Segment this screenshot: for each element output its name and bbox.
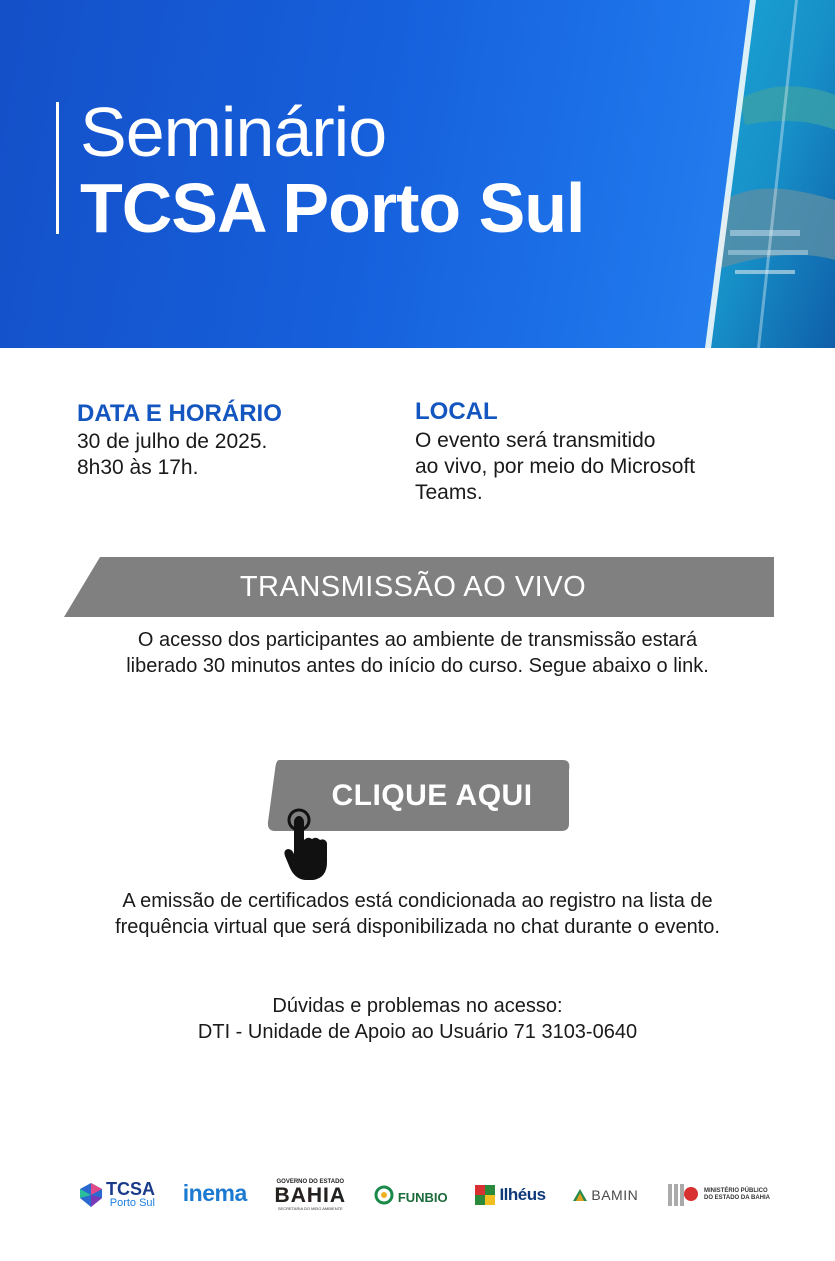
event-time: 8h30 às 17h.: [77, 456, 199, 479]
ministerio-publico-logo: MINISTÉRIO PÚBLICO DO ESTADO DA BAHIA: [666, 1182, 770, 1208]
location-line: ao vivo, por meio do Microsoft: [415, 455, 696, 478]
support-heading: Dúvidas e problemas no acesso:: [272, 995, 563, 1017]
support-info: [0, 993, 835, 1045]
banner-title: TRANSMISSÃO AO VIVO: [239, 570, 587, 603]
bamin-logo: BAMIN: [573, 1187, 638, 1203]
schedule-details: [77, 429, 267, 481]
mp-emblem-icon: [666, 1182, 700, 1208]
inema-logo: inema: [182, 1180, 247, 1206]
access-note: [0, 627, 835, 679]
bamin-triangle-icon: [573, 1189, 587, 1201]
partner-logos: [80, 1175, 770, 1215]
support-contact: DTI - Unidade de Apoio ao Usuário 71 3103-0640: [197, 1021, 638, 1043]
event-title: TCSA Porto Sul: [80, 169, 585, 247]
event-date: 30 de julho de 2025.: [77, 430, 268, 453]
funbio-logo: FUNBIO: [374, 1185, 448, 1205]
click-here-label: CLIQUE AQUI: [331, 778, 533, 812]
event-title-prefix: Seminário: [80, 93, 387, 171]
live-broadcast-banner: [64, 557, 774, 617]
schedule-heading: DATA E HORÁRIO: [77, 400, 282, 427]
hero-banner: [0, 0, 835, 348]
certificate-note-line: frequência virtual que será disponibilizada no chat durante o evento.: [115, 916, 720, 938]
certificate-note: [0, 888, 835, 940]
port-aerial-photo: [700, 0, 835, 348]
pointing-hand-icon: [280, 806, 332, 882]
access-note-line: O acesso dos participantes ao ambiente de transmissão estará: [137, 629, 698, 651]
location-line: Teams.: [415, 481, 483, 504]
location-details: [415, 428, 695, 506]
location-heading: LOCAL: [415, 398, 498, 425]
tcsa-emblem-icon: [80, 1183, 102, 1207]
access-note-line: liberado 30 minutos antes do início do curso. Segue abaixo o link.: [126, 655, 709, 677]
tcsa-porto-sul-logo: TCSA Porto Sul: [80, 1181, 155, 1209]
funbio-spiral-icon: [374, 1185, 394, 1205]
governo-bahia-logo: GOVERNO DO ESTADO BAHIA SECRETARIA DO MEIO AMBIENTE: [274, 1179, 347, 1211]
ilheus-logo: Ilhéus: [475, 1185, 545, 1205]
certificate-note-line: A emissão de certificados está condicionada ao registro na lista de: [122, 890, 713, 912]
title-accent-rule: [56, 102, 59, 234]
ilheus-crest-icon: [475, 1185, 495, 1205]
location-line: O evento será transmitido: [415, 429, 656, 452]
